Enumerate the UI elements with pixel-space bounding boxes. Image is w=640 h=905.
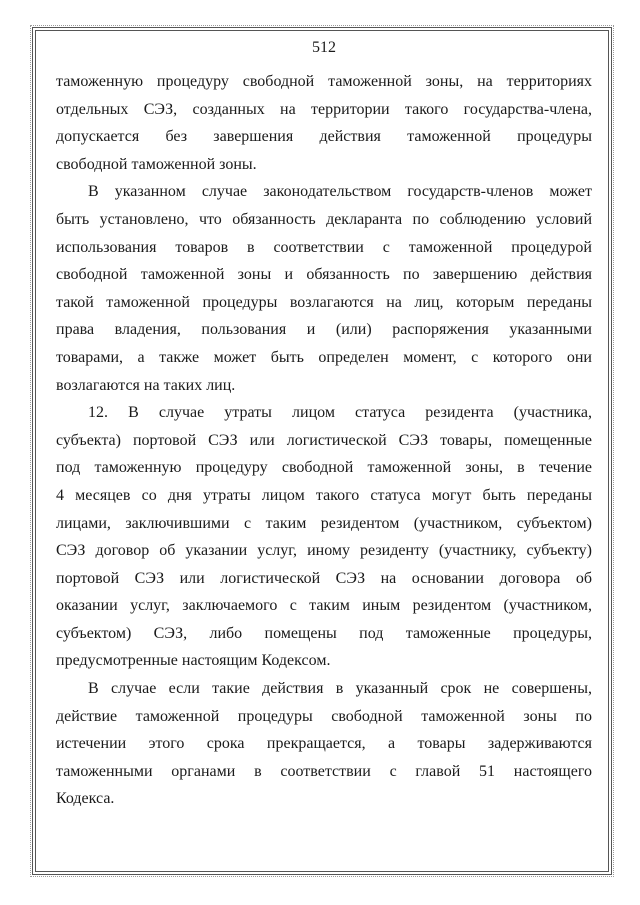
text-line: такой таможенной процедуры возлагаются на лиц, которым переданы [56, 293, 592, 311]
paragraph-2 [56, 178, 592, 399]
text-line: 12. В случае утраты лицом статуса резидента (участника, [88, 404, 592, 422]
text-line: 4 месяцев со дня утраты лицом такого статуса могут быть переданы [56, 486, 592, 504]
text-line: товарами, а также может быть определен момент, с которого они [56, 348, 592, 366]
text-line: таможенными органами в соответствии с главой 51 настоящего [56, 762, 592, 780]
text-line: оказании услуг, заключаемого с таким иным резидентом (участником, [56, 597, 592, 615]
text-line: свободной таможенной зоны. [56, 155, 257, 173]
paragraph-4 [56, 675, 592, 813]
text-line: быть установлено, что обязанность декларанта по соблюдению условий [56, 210, 592, 228]
text-line: предусмотренные настоящим Кодексом. [56, 652, 331, 670]
text-line: права владения, пользования и (или) распоряжения указанными [56, 321, 592, 339]
text-line: свободной таможенной зоны и обязанность по завершению действия [56, 266, 592, 284]
text-line: портовой СЭЗ или логистической СЭЗ на основании договора об [56, 569, 592, 587]
text-line: лицами, заключившими с таким резидентом (участником, субъектом) [56, 514, 592, 532]
text-line: под таможенную процедуру свободной таможенной зоны, в течение [56, 459, 592, 477]
document-page [56, 38, 592, 813]
text-line: В случае если такие действия в указанный срок не совершены, [88, 680, 592, 698]
text-line: субъекта) портовой СЭЗ или логистической СЭЗ товары, помещенные [56, 431, 592, 449]
text-line: отдельных СЭЗ, созданных на территории такого государства-члена, [56, 100, 592, 118]
document-body [56, 68, 592, 813]
text-line: В указанном случае законодательством государств-членов может [88, 183, 592, 201]
text-line: допускается без завершения действия таможенной процедуры [56, 128, 592, 146]
text-line: СЭЗ договор об указании услуг, иному резиденту (участнику, субъекту) [56, 542, 592, 560]
text-line: действие таможенной процедуры свободной таможенной зоны по [56, 707, 592, 725]
text-line: таможенную процедуру свободной таможенной зоны, на территориях [56, 73, 592, 90]
text-line: возлагаются на таких лиц. [56, 376, 236, 394]
text-line: субъектом) СЭЗ, либо помещены под таможенные процедуры, [56, 624, 592, 642]
text-line: истечении этого срока прекращается, а товары задерживаются [56, 735, 592, 753]
text-line: использования товаров в соответствии с таможенной процедурой [56, 238, 592, 256]
page-number: 512 [312, 39, 336, 56]
paragraph-1 [56, 68, 592, 178]
paragraph-3 [56, 399, 592, 675]
text-line: Кодекса. [56, 790, 115, 808]
